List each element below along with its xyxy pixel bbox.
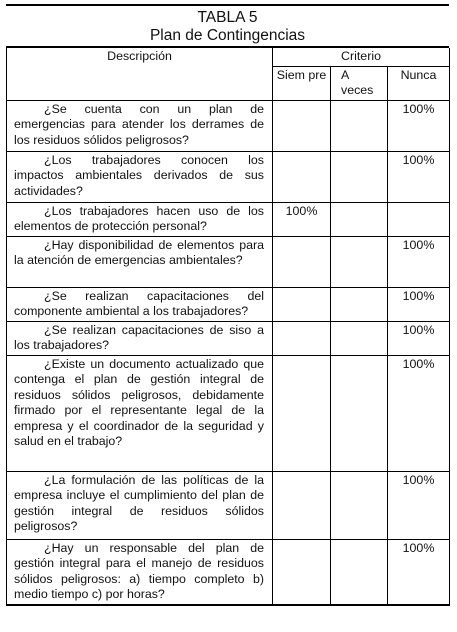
question-cell <box>7 151 273 202</box>
never-value-cell: 100% <box>388 100 450 151</box>
question-cell <box>7 236 273 287</box>
document-page <box>6 4 449 606</box>
criterion-header: Criterio <box>273 48 450 66</box>
table-row <box>7 471 450 539</box>
description-header: Descripción <box>7 48 273 100</box>
table-row <box>7 539 450 605</box>
never-value-cell: 100% <box>388 151 450 202</box>
always-header: Siem pre <box>273 66 331 100</box>
header-row <box>7 48 450 66</box>
table-row <box>7 202 450 236</box>
always-value-cell: 100% <box>273 202 331 236</box>
question-text: ¿La formulación de las políticas de la empresa incluye el cumplimiento del plan de gestión integral de residuos sólidos peligrosos? <box>14 472 264 533</box>
question-cell <box>7 321 273 355</box>
question-text: ¿Se realizan capacitaciones de siso a los trabajadores? <box>14 322 264 352</box>
question-cell <box>7 100 273 151</box>
sometimes-value-cell <box>331 539 388 605</box>
always-value-cell <box>273 321 331 355</box>
sometimes-header: A veces <box>331 66 388 100</box>
question-cell <box>7 287 273 321</box>
contingency-table <box>6 48 450 606</box>
question-text: ¿Los trabajadores conocen los impactos ambientales derivados de sus actividades? <box>14 152 264 198</box>
never-value-cell: 100% <box>388 287 450 321</box>
question-cell <box>7 202 273 236</box>
table-row <box>7 151 450 202</box>
sometimes-value-cell <box>331 355 388 471</box>
never-value-cell: 100% <box>388 471 450 539</box>
sometimes-value-cell <box>331 202 388 236</box>
question-cell <box>7 539 273 605</box>
table-row <box>7 100 450 151</box>
never-value-cell: 100% <box>388 321 450 355</box>
sometimes-value-cell <box>331 321 388 355</box>
table-subtitle: Plan de Contingencias <box>149 27 306 44</box>
table-row <box>7 355 450 471</box>
question-text: ¿Hay disponibilidad de elementos para la atención de emergencias ambientales? <box>14 237 264 267</box>
question-text: ¿Se cuenta con un plan de emergencias para atender los derrames de los residuos sólidos peligrosos? <box>14 101 264 147</box>
table-row <box>7 236 450 287</box>
sometimes-value-cell <box>331 471 388 539</box>
sometimes-value-cell <box>331 287 388 321</box>
question-cell <box>7 471 273 539</box>
always-value-cell <box>273 355 331 471</box>
question-text: ¿Existe un documento actualizado que contenga el plan de gestión integral de residuos sólidos peligrosos, debidamente firmado por el representante legal de la empresa y el coordinador de la seguridad y salud en el trabajo? <box>14 356 264 448</box>
table-title: TABLA 5 <box>197 9 258 26</box>
never-header: Nunca <box>388 66 450 100</box>
question-cell <box>7 355 273 471</box>
always-value-cell <box>273 471 331 539</box>
always-value-cell <box>273 236 331 287</box>
question-text: ¿Se realizan capacitaciones del componente ambiental a los trabajadores? <box>14 288 264 318</box>
never-value-cell: 100% <box>388 236 450 287</box>
always-value-cell <box>273 287 331 321</box>
sometimes-value-cell <box>331 236 388 287</box>
never-value-cell: 100% <box>388 355 450 471</box>
table-header <box>6 4 449 48</box>
never-value-cell <box>388 202 450 236</box>
table-row <box>7 321 450 355</box>
never-value-cell: 100% <box>388 539 450 605</box>
sometimes-value-cell <box>331 100 388 151</box>
always-value-cell <box>273 100 331 151</box>
question-text: ¿Los trabajadores hacen uso de los elementos de protección personal? <box>14 203 264 233</box>
table-row <box>7 287 450 321</box>
question-text: ¿Hay un responsable del plan de gestión integral para el manejo de residuos sólidos peligrosos: a) tiempo completo b) medio tiempo c) por horas? <box>14 540 264 601</box>
sometimes-value-cell <box>331 151 388 202</box>
always-value-cell <box>273 539 331 605</box>
always-value-cell <box>273 151 331 202</box>
